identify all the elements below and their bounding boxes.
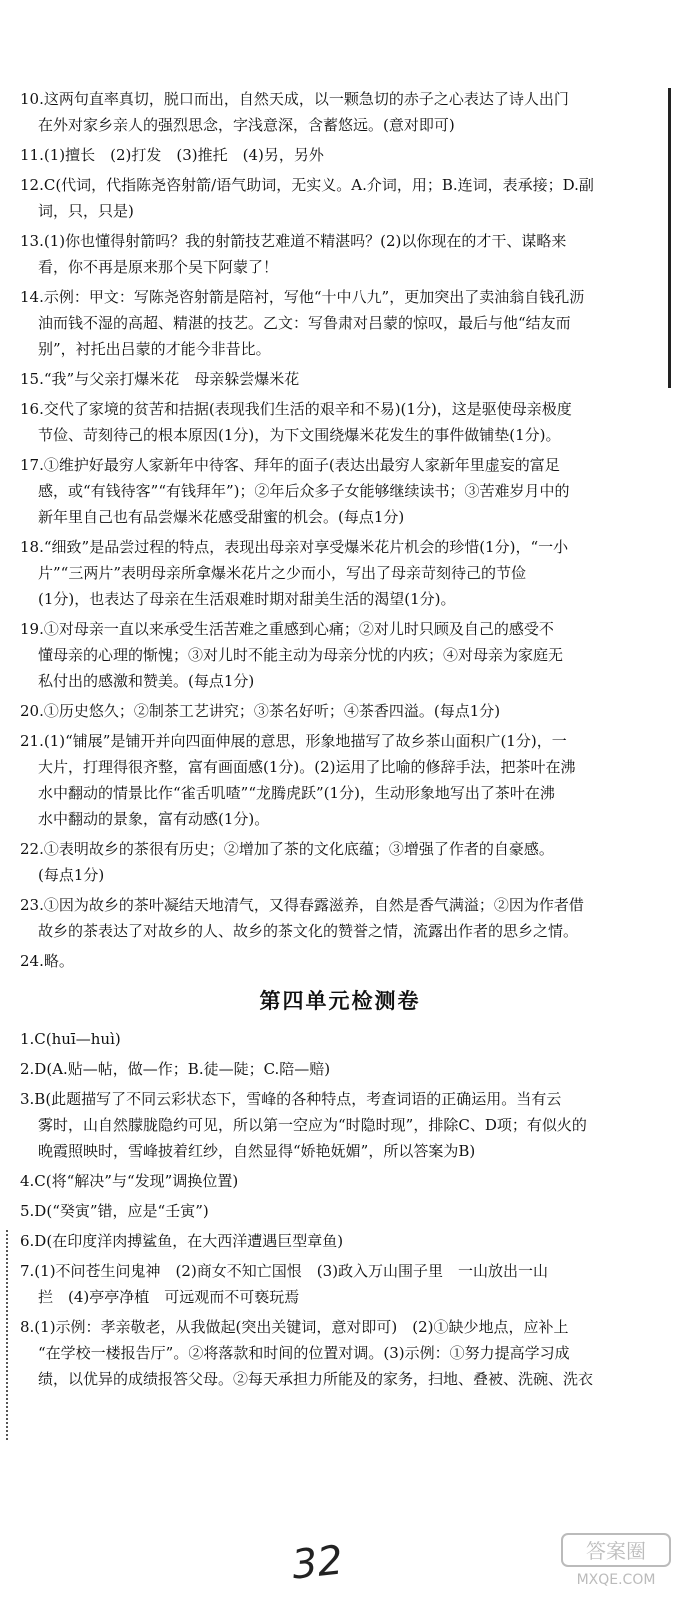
answer-item xyxy=(20,1026,660,1052)
answer-line: 17.①维护好最穷人家新年中待客、拜年的面子(表达出最穷人家新年里虚妄的富足 xyxy=(20,456,560,474)
answer-line: 21.(1)“铺展”是铺开并向四面伸展的意思，形象地描写了故乡茶山面积广(1分)，一 xyxy=(20,732,567,750)
answer-line: 1.C(huī—huì) xyxy=(20,1030,121,1048)
answer-line: 14.示例：甲文：写陈尧咨射箭是陪衬，写他“十中八九”，更加突出了卖油翁自钱孔沥 xyxy=(20,288,585,306)
answer-item xyxy=(20,836,660,888)
watermark-url: MXQE.COM xyxy=(576,1572,656,1588)
answer-line: 6.D(在印度洋肉搏鲨鱼，在大西洋遭遇巨型章鱼) xyxy=(20,1232,344,1250)
answer-line: 看，你不再是原来那个吴下阿蒙了！ xyxy=(38,258,279,276)
watermark-logo xyxy=(560,1532,672,1588)
watermark-text: 答案圈 xyxy=(586,1539,646,1563)
answer-item xyxy=(20,172,660,224)
answer-item xyxy=(20,366,660,392)
handwritten-page-number: 32 xyxy=(289,1537,346,1589)
answer-line: 懂母亲的心理的惭愧；③对儿时不能主动为母亲分忧的内疚；④对母亲为家庭无 xyxy=(38,646,564,664)
answer-line: 8.(1)示例：孝亲敬老，从我做起(突出关键词，意对即可) (2)①缺少地点，应补上 xyxy=(20,1318,569,1336)
answer-line: 15.“我”与父亲打爆米花 母亲躲尝爆米花 xyxy=(20,370,300,388)
answer-item xyxy=(20,534,660,612)
answer-line: 2.D(A.贴—帖，做—作；B.徒—陡；C.陪—赔) xyxy=(20,1060,331,1078)
answer-line: 23.①因为故乡的茶叶凝结天地清气，又得春露滋养，自然是香气满溢；②因为作者借 xyxy=(20,896,584,914)
watermark-logo-graphic xyxy=(560,1532,672,1588)
answer-line: 18.“细致”是品尝过程的特点，表现出母亲对享受爆米花片机会的珍惜(1分)，“一小 xyxy=(20,538,569,556)
answer-line: 拦 (4)亭亭净植 可远观而不可亵玩焉 xyxy=(38,1288,300,1306)
answer-line: (1分)，也表达了母亲在生活艰难时期对甜美生活的渴望(1分)。 xyxy=(38,590,456,608)
answers-part1 xyxy=(20,86,660,974)
answer-line: 5.D(“癸寅”错，应是“壬寅”) xyxy=(20,1202,209,1220)
answer-line: 晚霞照映时，雪峰披着红纱，自然显得“娇艳妩媚”，所以答案为B) xyxy=(38,1142,476,1160)
answer-item xyxy=(20,1198,660,1224)
answer-line: 大片，打理得很齐整，富有画面感(1分)。(2)运用了比喻的修辞手法，把茶叶在沸 xyxy=(38,758,576,776)
answer-line: 绩，以优异的成绩报答父母。②每天承担力所能及的家务，扫地、叠被、洗碗、洗衣 xyxy=(38,1370,594,1388)
answer-line: 22.①表明故乡的茶很有历史；②增加了茶的文化底蕴；③增强了作者的自豪感。 xyxy=(20,840,554,858)
answer-item xyxy=(20,1086,660,1164)
answer-line: 私付出的感激和赞美。(每点1分) xyxy=(38,672,255,690)
answer-line: 水中翻动的情景比作“雀舌叽喳”“龙腾虎跃”(1分)，生动形象地写出了茶叶在沸 xyxy=(38,784,555,802)
answer-item xyxy=(20,142,660,168)
answer-line: 12.C(代词，代指陈尧咨射箭/语气助词，无实义。A.介词，用；B.连词，表承接；D.副 xyxy=(20,176,594,194)
answer-item xyxy=(20,1056,660,1082)
answer-item xyxy=(20,228,660,280)
answer-item xyxy=(20,86,660,138)
margin-rule xyxy=(668,88,671,388)
answer-item xyxy=(20,452,660,530)
answer-line: 7.(1)不问苍生问鬼神 (2)商女不知亡国恨 (3)政入万山围子里 一山放出一山 xyxy=(20,1262,549,1280)
answer-item xyxy=(20,1258,660,1310)
answer-line: 16.交代了家境的贫苦和拮据(表现我们生活的艰辛和不易)(1分)，这是驱使母亲极度 xyxy=(20,400,572,418)
answer-item xyxy=(20,1228,660,1254)
answer-line: 别”，衬托出吕蒙的才能今非昔比。 xyxy=(38,340,271,358)
answer-line: 油而钱不湿的高超、精湛的技艺。乙文：写鲁肃对吕蒙的惊叹，最后与他“结友而 xyxy=(38,314,571,332)
answer-line: “在学校一楼报告厅”。②将落款和时间的位置对调。(3)示例：①努力提高学习成 xyxy=(38,1344,570,1362)
answer-line: 感，或“有钱待客”“有钱拜年”)；②年后众多子女能够继续读书；③苦难岁月中的 xyxy=(38,482,570,500)
answer-line: 20.①历史悠久；②制茶工艺讲究；③茶名好听；④茶香四溢。(每点1分) xyxy=(20,702,501,720)
answer-line: 雾时，山自然朦胧隐约可见，所以第一空应为“时隐时现”，排除C、D项；有似火的 xyxy=(38,1116,587,1134)
answer-item xyxy=(20,728,660,832)
answer-line: 4.C(将“解决”与“发现”调换位置) xyxy=(20,1172,239,1190)
answer-line: 19.①对母亲一直以来承受生活苦难之重感到心痛；②对儿时只顾及自己的感受不 xyxy=(20,620,554,638)
answers-part2 xyxy=(20,1026,660,1392)
answer-item xyxy=(20,948,660,974)
answer-line: 词，只，只是) xyxy=(38,202,134,220)
answer-item xyxy=(20,616,660,694)
answer-line: 片”“三两片”表明母亲所拿爆米花片之少而小，写出了母亲苛刻待己的节俭 xyxy=(38,564,527,582)
binding-dots xyxy=(6,1230,10,1440)
answer-line: 在外对家乡亲人的强烈思念，字浅意深，含蓄悠远。(意对即可) xyxy=(38,116,455,134)
answer-item xyxy=(20,892,660,944)
answer-item xyxy=(20,396,660,448)
answer-line: 11.(1)擅长 (2)打发 (3)推托 (4)另，另外 xyxy=(20,146,324,164)
answer-line: 水中翻动的景象，富有动感(1分)。 xyxy=(38,810,270,828)
answer-content xyxy=(20,86,660,1396)
answer-item xyxy=(20,698,660,724)
section-title: 第四单元检测卷 xyxy=(259,988,421,1013)
answer-line: 新年里自己也有品尝爆米花感受甜蜜的机会。(每点1分) xyxy=(38,508,405,526)
answer-item xyxy=(20,1168,660,1194)
answer-line: 故乡的茶表达了对故乡的人、故乡的茶文化的赞誉之情，流露出作者的思乡之情。 xyxy=(38,922,579,940)
answer-line: (每点1分) xyxy=(38,866,105,884)
answer-line: 13.(1)你也懂得射箭吗？我的射箭技艺难道不精湛吗？(2)以你现在的才干、谋略来 xyxy=(20,232,567,250)
answer-line: 3.B(此题描写了不同云彩状态下，雪峰的各种特点，考查词语的正确运用。当有云 xyxy=(20,1090,562,1108)
answer-line: 24.略。 xyxy=(20,952,74,970)
answer-line: 节俭、苛刻待己的根本原因(1分)，为下文围绕爆米花发生的事件做铺垫(1分)。 xyxy=(38,426,561,444)
answer-item xyxy=(20,1314,660,1392)
answer-item xyxy=(20,284,660,362)
answer-line: 10.这两句直率真切，脱口而出，自然天成，以一颗急切的赤子之心表达了诗人出门 xyxy=(20,90,569,108)
